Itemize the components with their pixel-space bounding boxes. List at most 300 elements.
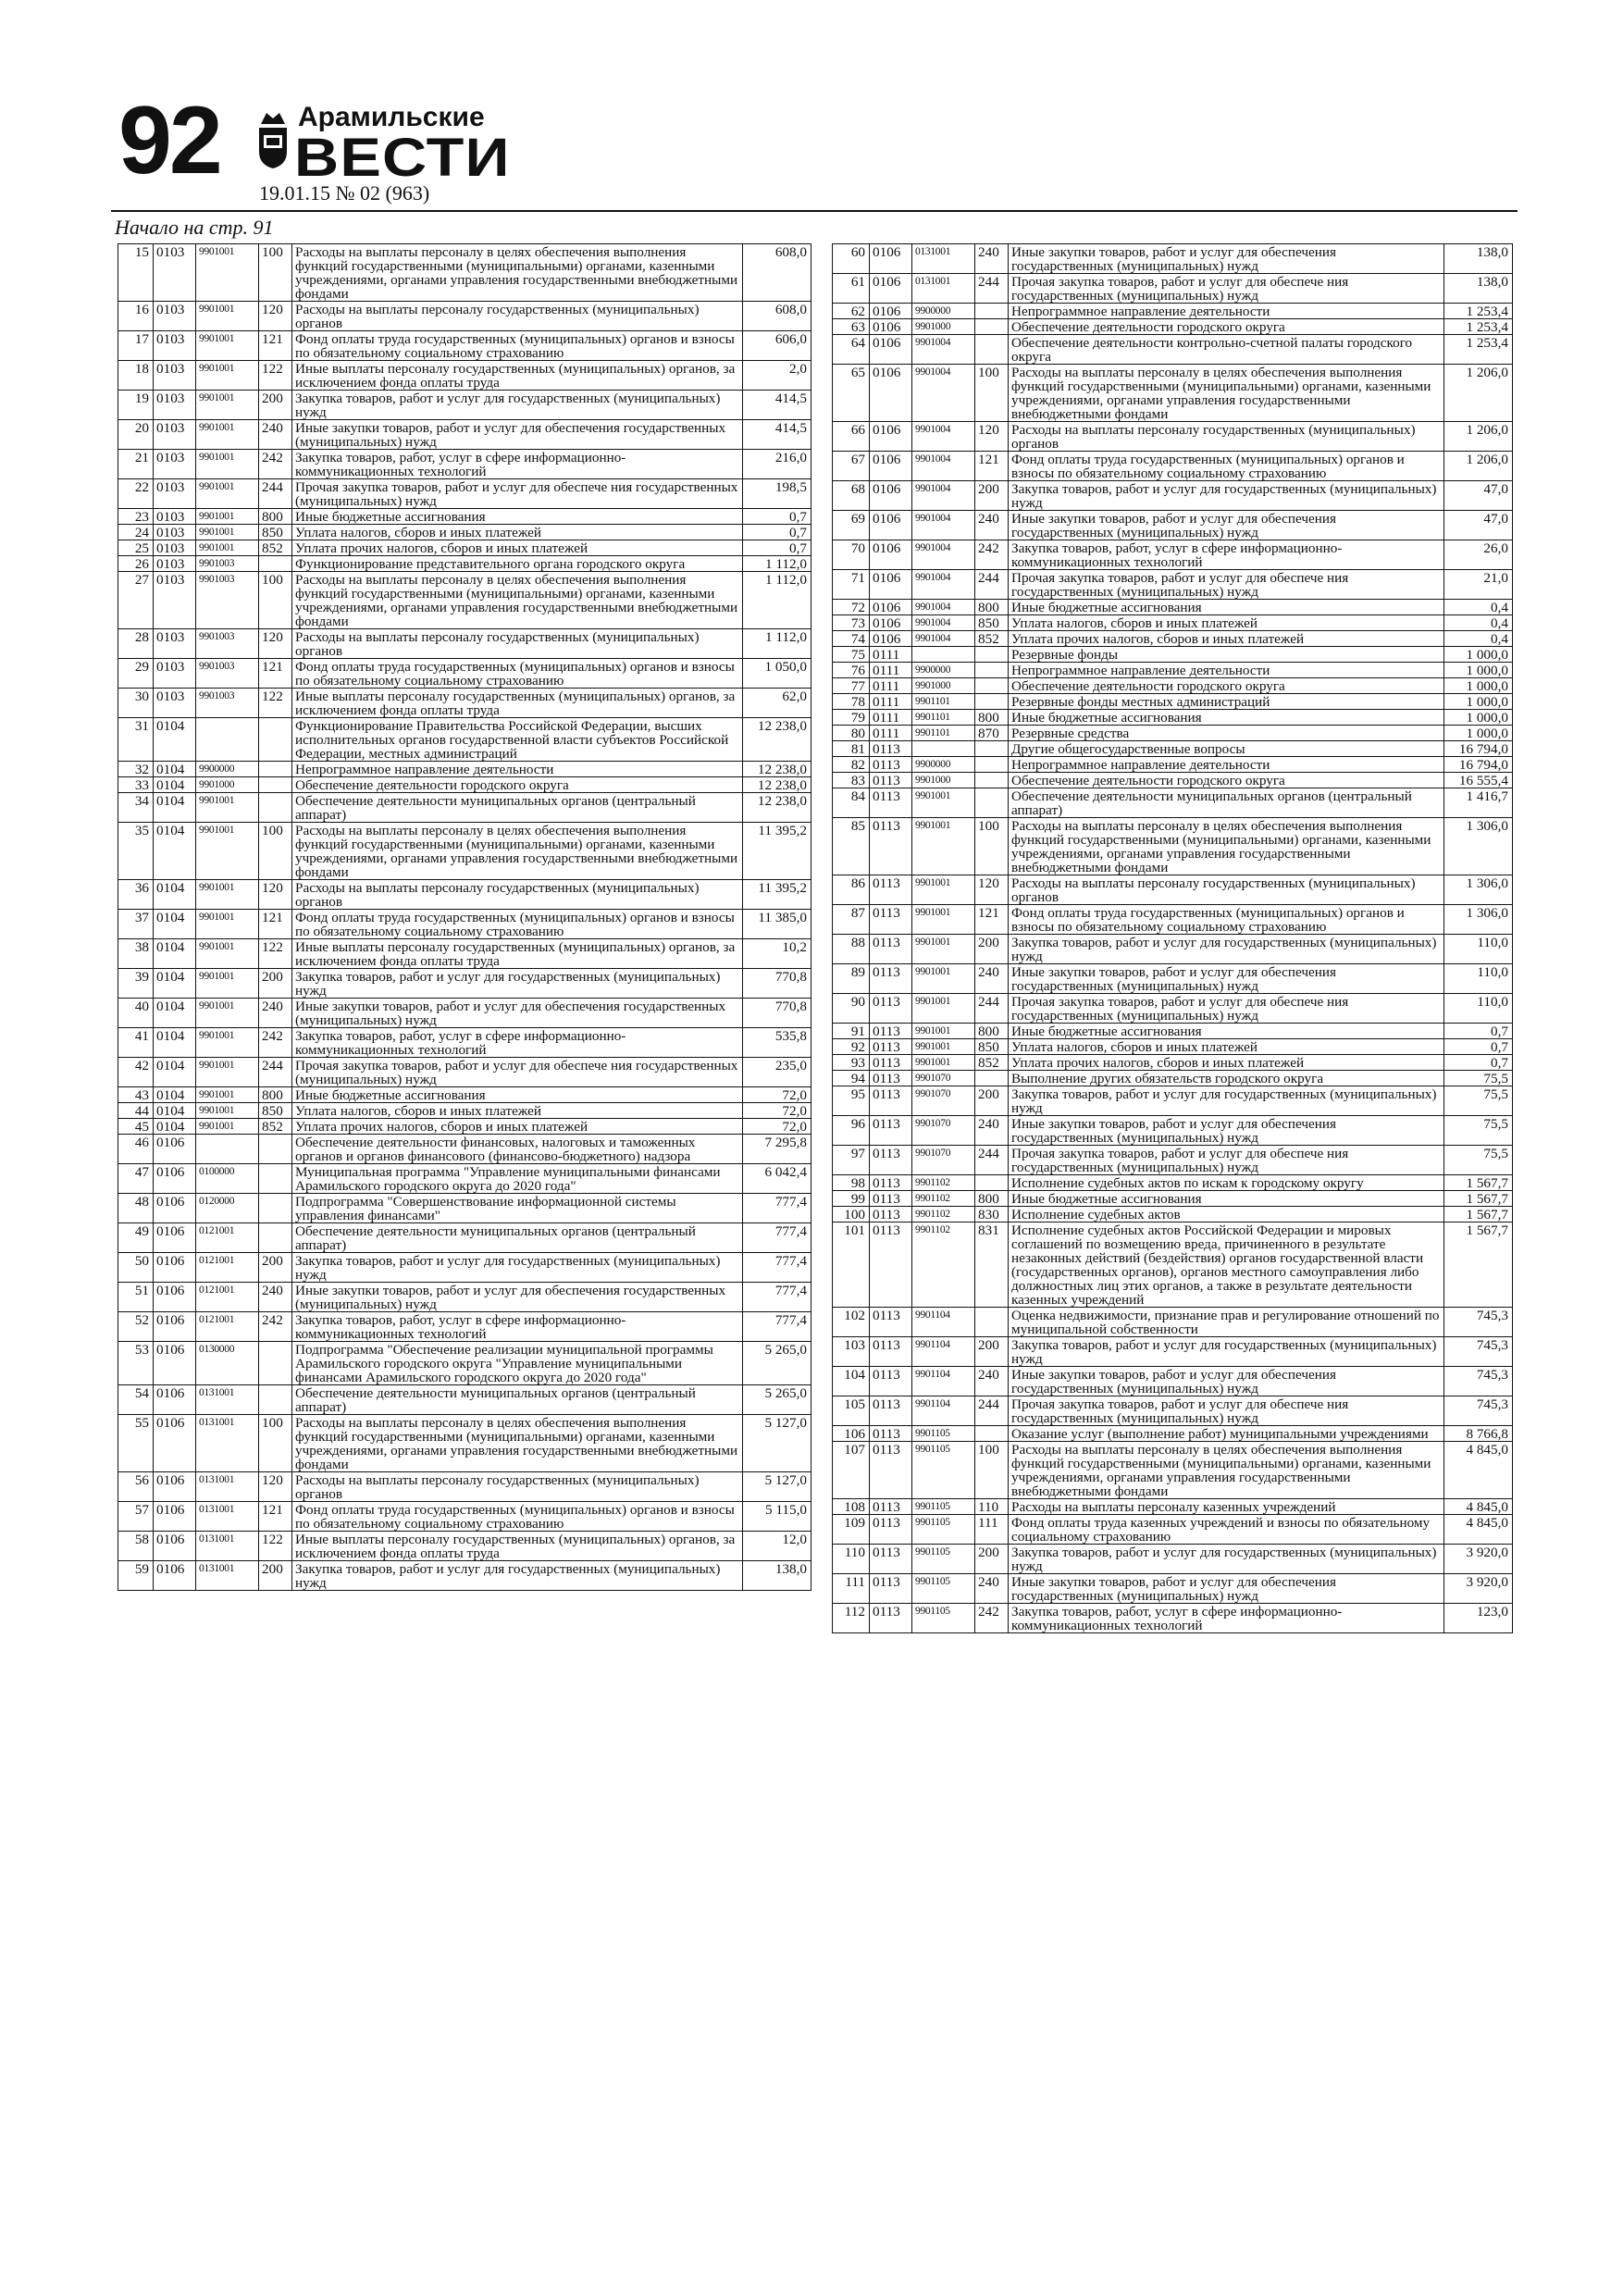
table-row <box>833 647 1513 663</box>
expense-type-code: 121 <box>259 1502 292 1532</box>
row-number: 16 <box>118 302 154 331</box>
section-code: 0106 <box>870 540 912 570</box>
target-article-code: 9901001 <box>196 244 259 302</box>
item-description: Закупка товаров, работ и услуг для государственных (муниципальных) нужд <box>1009 1086 1444 1116</box>
target-article-code: 9901004 <box>912 570 975 600</box>
section-code: 0113 <box>870 818 912 875</box>
amount-value: 47,0 <box>1444 481 1513 511</box>
expense-type-code: 120 <box>259 880 292 910</box>
row-number: 33 <box>118 777 154 793</box>
item-description: Прочая закупка товаров, работ и услуг для обеспече ния государственных (муниципальных) нужд <box>1009 994 1444 1024</box>
expense-type-code: 244 <box>975 274 1009 304</box>
section-code: 0104 <box>154 999 196 1028</box>
section-code: 0113 <box>870 1207 912 1222</box>
amount-value: 1 416,7 <box>1444 788 1513 818</box>
table-row <box>118 1103 812 1119</box>
table-row <box>118 420 812 450</box>
table-row <box>118 1119 812 1135</box>
item-description: Фонд оплаты труда государственных (муниципальных) органов и взносы по обязательному социальному страхованию <box>292 910 743 939</box>
amount-value: 1 050,0 <box>743 659 812 689</box>
target-article-code: 9901105 <box>912 1545 975 1574</box>
section-code: 0104 <box>154 939 196 969</box>
row-number: 66 <box>833 422 870 452</box>
expense-type-code: 850 <box>975 1039 1009 1055</box>
amount-value: 16 555,4 <box>1444 773 1513 788</box>
item-description: Закупка товаров, работ, услуг в сфере информационно-коммуникационных технологий <box>292 450 743 479</box>
item-description: Закупка товаров, работ, услуг в сфере информационно-коммуникационных технологий <box>1009 1604 1444 1633</box>
table-row <box>833 1426 1513 1442</box>
amount-value: 745,3 <box>1444 1367 1513 1396</box>
expense-type-code: 110 <box>975 1499 1009 1515</box>
table-row <box>833 1146 1513 1175</box>
expense-type-code: 100 <box>975 1442 1009 1499</box>
section-code: 0113 <box>870 935 912 964</box>
amount-value: 414,5 <box>743 391 812 420</box>
expense-type-code: 852 <box>259 1119 292 1135</box>
target-article-code: 9901004 <box>912 365 975 422</box>
amount-value: 777,4 <box>743 1253 812 1283</box>
table-row <box>833 1191 1513 1207</box>
amount-value: 1 206,0 <box>1444 422 1513 452</box>
row-number: 71 <box>833 570 870 600</box>
target-article-code: 9901004 <box>912 600 975 615</box>
item-description: Исполнение судебных актов <box>1009 1207 1444 1222</box>
target-article-code: 9901004 <box>912 631 975 647</box>
table-row <box>118 361 812 391</box>
item-description: Закупка товаров, работ и услуг для государственных (муниципальных) нужд <box>292 969 743 999</box>
amount-value: 0,7 <box>1444 1024 1513 1039</box>
row-number: 78 <box>833 694 870 710</box>
expense-type-code: 100 <box>975 365 1009 422</box>
amount-value: 26,0 <box>1444 540 1513 570</box>
expense-type-code: 852 <box>975 1055 1009 1071</box>
item-description: Прочая закупка товаров, работ и услуг для обеспече ния государственных (муниципальных) нужд <box>1009 1396 1444 1426</box>
table-row <box>833 1175 1513 1191</box>
row-number: 109 <box>833 1515 870 1545</box>
expense-type-code: 120 <box>259 629 292 659</box>
row-number: 32 <box>118 762 154 777</box>
table-row <box>118 1164 812 1194</box>
section-code: 0113 <box>870 1055 912 1071</box>
expense-type-code: 800 <box>975 1024 1009 1039</box>
expense-type-code: 200 <box>975 1086 1009 1116</box>
target-article-code: 9901001 <box>912 1055 975 1071</box>
target-article-code: 9901001 <box>196 823 259 880</box>
target-article-code: 9901004 <box>912 452 975 481</box>
table-row <box>833 1442 1513 1499</box>
row-number: 92 <box>833 1039 870 1055</box>
table-row <box>833 540 1513 570</box>
expense-type-code <box>975 678 1009 694</box>
amount-value: 110,0 <box>1444 964 1513 994</box>
section-code: 0113 <box>870 1499 912 1515</box>
expense-type-code <box>259 777 292 793</box>
amount-value: 12 238,0 <box>743 718 812 762</box>
table-row <box>833 710 1513 726</box>
table-row <box>118 244 812 302</box>
expense-type-code: 800 <box>975 710 1009 726</box>
section-code: 0106 <box>870 511 912 540</box>
amount-value: 608,0 <box>743 302 812 331</box>
target-article-code: 9901001 <box>196 1119 259 1135</box>
section-code: 0103 <box>154 525 196 540</box>
amount-value: 10,2 <box>743 939 812 969</box>
table-row <box>118 1058 812 1087</box>
target-article-code: 9901001 <box>912 1024 975 1039</box>
expense-type-code <box>975 1175 1009 1191</box>
expense-type-code: 850 <box>259 525 292 540</box>
target-article-code: 0121001 <box>196 1283 259 1312</box>
table-row <box>833 600 1513 615</box>
target-article-code: 9901004 <box>912 540 975 570</box>
row-number: 105 <box>833 1396 870 1426</box>
row-number: 58 <box>118 1532 154 1561</box>
row-number: 112 <box>833 1604 870 1633</box>
item-description: Иные закупки товаров, работ и услуг для обеспечения государственных (муниципальных) нужд <box>292 999 743 1028</box>
amount-value: 75,5 <box>1444 1116 1513 1146</box>
target-article-code: 9901001 <box>196 1058 259 1087</box>
expense-type-code <box>259 556 292 572</box>
row-number: 91 <box>833 1024 870 1039</box>
table-row <box>118 525 812 540</box>
item-description: Иные бюджетные ассигнования <box>1009 1024 1444 1039</box>
item-description: Расходы на выплаты персоналу в целях обеспечения выполнения функций государственными (муниципальными) органами, казенными учреждениями, органами управления государственными внебюджетными фондами <box>292 244 743 302</box>
section-code: 0113 <box>870 1191 912 1207</box>
item-description: Прочая закупка товаров, работ и услуг для обеспече ния государственных (муниципальных) нужд <box>1009 274 1444 304</box>
target-article-code: 9901001 <box>196 391 259 420</box>
item-description: Резервные фонды местных администраций <box>1009 694 1444 710</box>
amount-value: 2,0 <box>743 361 812 391</box>
target-article-code: 9901070 <box>912 1071 975 1086</box>
table-row <box>118 939 812 969</box>
issue-date-number: 19.01.15 № 02 (963) <box>259 181 430 205</box>
amount-value: 1 000,0 <box>1444 710 1513 726</box>
budget-table-right <box>832 243 1513 1633</box>
expense-type-code <box>259 762 292 777</box>
expense-type-code: 242 <box>975 540 1009 570</box>
item-description: Функционирование Правительства Российской Федерации, высших исполнительных органов государственной власти субъектов Российской Федерации, местных администраций <box>292 718 743 762</box>
section-code: 0113 <box>870 1442 912 1499</box>
amount-value: 1 112,0 <box>743 572 812 629</box>
row-number: 39 <box>118 969 154 999</box>
row-number: 101 <box>833 1222 870 1308</box>
section-code: 0106 <box>154 1194 196 1223</box>
item-description: Закупка товаров, работ и услуг для государственных (муниципальных) нужд <box>1009 1337 1444 1367</box>
row-number: 42 <box>118 1058 154 1087</box>
row-number: 69 <box>833 511 870 540</box>
target-article-code: 9901104 <box>912 1308 975 1337</box>
table-row <box>833 631 1513 647</box>
table-row <box>833 1116 1513 1146</box>
row-number: 26 <box>118 556 154 572</box>
target-article-code: 9901003 <box>196 689 259 718</box>
table-row <box>833 511 1513 540</box>
expense-type-code: 240 <box>975 1367 1009 1396</box>
item-description: Расходы на выплаты персоналу в целях обеспечения выполнения функций государственными (муниципальными) органами, казенными учреждениями, органами управления государственными внебюджетными фондами <box>1009 1442 1444 1499</box>
item-description: Муниципальная программа "Управление муниципальными финансами Арамильского городского округа до 2020 года" <box>292 1164 743 1194</box>
target-article-code: 0131001 <box>912 244 975 274</box>
row-number: 80 <box>833 726 870 741</box>
row-number: 29 <box>118 659 154 689</box>
section-code: 0113 <box>870 1071 912 1086</box>
amount-value: 4 845,0 <box>1444 1442 1513 1499</box>
target-article-code: 0131001 <box>196 1561 259 1591</box>
section-code: 0104 <box>154 1119 196 1135</box>
item-description: Расходы на выплаты персоналу в целях обеспечения выполнения функций государственными (муниципальными) органами, казенными учреждениями, органами управления государственными внебюджетными фондами <box>292 572 743 629</box>
row-number: 23 <box>118 509 154 525</box>
expense-type-code <box>975 335 1009 365</box>
table-row <box>118 969 812 999</box>
row-number: 72 <box>833 600 870 615</box>
target-article-code: 9901001 <box>196 509 259 525</box>
row-number: 93 <box>833 1055 870 1071</box>
section-code: 0113 <box>870 1515 912 1545</box>
amount-value: 535,8 <box>743 1028 812 1058</box>
section-code: 0113 <box>870 964 912 994</box>
table-row <box>833 1515 1513 1545</box>
target-article-code: 0131001 <box>196 1385 259 1415</box>
section-code: 0106 <box>154 1502 196 1532</box>
amount-value: 1 306,0 <box>1444 875 1513 905</box>
row-number: 57 <box>118 1502 154 1532</box>
row-number: 40 <box>118 999 154 1028</box>
row-number: 96 <box>833 1116 870 1146</box>
expense-type-code: 200 <box>259 1561 292 1591</box>
row-number: 48 <box>118 1194 154 1223</box>
table-row <box>833 1396 1513 1426</box>
section-code: 0106 <box>870 304 912 319</box>
section-code: 0103 <box>154 331 196 361</box>
expense-type-code <box>259 718 292 762</box>
expense-type-code: 244 <box>975 570 1009 600</box>
section-code: 0104 <box>154 969 196 999</box>
target-article-code: 9901070 <box>912 1086 975 1116</box>
target-article-code: 9900000 <box>912 757 975 773</box>
expense-type-code: 200 <box>259 969 292 999</box>
expense-type-code: 111 <box>975 1515 1009 1545</box>
section-code: 0103 <box>154 689 196 718</box>
expense-type-code: 240 <box>259 1283 292 1312</box>
section-code: 0106 <box>154 1283 196 1312</box>
target-article-code: 0121001 <box>196 1312 259 1342</box>
target-article-code: 9900000 <box>912 304 975 319</box>
row-number: 107 <box>833 1442 870 1499</box>
section-code: 0103 <box>154 509 196 525</box>
amount-value: 72,0 <box>743 1103 812 1119</box>
section-code: 0103 <box>154 420 196 450</box>
row-number: 46 <box>118 1135 154 1164</box>
table-row <box>118 880 812 910</box>
section-code: 0111 <box>870 663 912 678</box>
item-description: Уплата налогов, сборов и иных платежей <box>1009 1039 1444 1055</box>
table-row <box>118 1472 812 1502</box>
target-article-code: 9901070 <box>912 1146 975 1175</box>
section-code: 0106 <box>870 422 912 452</box>
amount-value: 216,0 <box>743 450 812 479</box>
row-number: 43 <box>118 1087 154 1103</box>
amount-value: 1 112,0 <box>743 556 812 572</box>
target-article-code: 9901101 <box>912 694 975 710</box>
table-row <box>118 1415 812 1472</box>
section-code: 0113 <box>870 757 912 773</box>
row-number: 67 <box>833 452 870 481</box>
target-article-code: 9900000 <box>912 663 975 678</box>
expense-type-code <box>975 788 1009 818</box>
target-article-code: 9901003 <box>196 629 259 659</box>
table-row <box>833 757 1513 773</box>
item-description: Обеспечение деятельности городского округа <box>292 777 743 793</box>
table-row <box>118 823 812 880</box>
target-article-code: 9901003 <box>196 659 259 689</box>
target-article-code <box>912 647 975 663</box>
target-article-code: 9901001 <box>196 910 259 939</box>
row-number: 98 <box>833 1175 870 1191</box>
section-code: 0106 <box>870 481 912 511</box>
amount-value: 1 253,4 <box>1444 335 1513 365</box>
item-description: Прочая закупка товаров, работ и услуг для обеспече ния государственных (муниципальных) нужд <box>292 1058 743 1087</box>
table-row <box>833 663 1513 678</box>
table-row <box>833 335 1513 365</box>
expense-type-code: 240 <box>259 420 292 450</box>
item-description: Уплата прочих налогов, сборов и иных платежей <box>1009 631 1444 647</box>
expense-type-code: 121 <box>259 910 292 939</box>
row-number: 20 <box>118 420 154 450</box>
row-number: 18 <box>118 361 154 391</box>
amount-value: 47,0 <box>1444 511 1513 540</box>
expense-type-code: 800 <box>975 1191 1009 1207</box>
table-row <box>118 793 812 823</box>
section-code: 0106 <box>870 452 912 481</box>
target-article-code: 0121001 <box>196 1253 259 1283</box>
expense-type-code: 831 <box>975 1222 1009 1308</box>
row-number: 79 <box>833 710 870 726</box>
expense-type-code: 122 <box>259 939 292 969</box>
section-code: 0104 <box>154 777 196 793</box>
item-description: Расходы на выплаты персоналу в целях обеспечения выполнения функций государственными (муниципальными) органами, казенными учреждениями, органами управления государственными внебюджетными фондами <box>1009 365 1444 422</box>
section-code: 0111 <box>870 694 912 710</box>
amount-value: 5 265,0 <box>743 1385 812 1415</box>
row-number: 108 <box>833 1499 870 1515</box>
row-number: 110 <box>833 1545 870 1574</box>
expense-type-code: 800 <box>259 509 292 525</box>
amount-value: 75,5 <box>1444 1086 1513 1116</box>
expense-type-code: 121 <box>259 331 292 361</box>
target-article-code: 9901105 <box>912 1426 975 1442</box>
table-row <box>118 556 812 572</box>
expense-type-code <box>259 1342 292 1385</box>
table-row <box>833 1207 1513 1222</box>
amount-value: 110,0 <box>1444 935 1513 964</box>
target-article-code: 9901001 <box>196 880 259 910</box>
section-code: 0113 <box>870 1545 912 1574</box>
section-code: 0113 <box>870 1604 912 1633</box>
item-description: Закупка товаров, работ, услуг в сфере информационно-коммуникационных технологий <box>1009 540 1444 570</box>
item-description: Исполнение судебных актов по искам к городскому округу <box>1009 1175 1444 1191</box>
item-description: Иные бюджетные ассигнования <box>1009 600 1444 615</box>
item-description: Обеспечение деятельности муниципальных органов (центральный аппарат) <box>292 793 743 823</box>
table-row <box>833 773 1513 788</box>
section-code: 0113 <box>870 1367 912 1396</box>
target-article-code: 9901101 <box>912 726 975 741</box>
table-row <box>118 1561 812 1591</box>
amount-value: 0,7 <box>743 540 812 556</box>
table-row <box>833 1499 1513 1515</box>
row-number: 103 <box>833 1337 870 1367</box>
table-row <box>118 331 812 361</box>
expense-type-code: 100 <box>975 818 1009 875</box>
row-number: 99 <box>833 1191 870 1207</box>
amount-value: 1 306,0 <box>1444 905 1513 935</box>
target-article-code: 9900000 <box>196 762 259 777</box>
amount-value: 0,4 <box>1444 600 1513 615</box>
target-article-code: 9901105 <box>912 1574 975 1604</box>
table-row <box>118 450 812 479</box>
amount-value: 1 112,0 <box>743 629 812 659</box>
target-article-code: 9901001 <box>196 1103 259 1119</box>
section-code: 0103 <box>154 450 196 479</box>
amount-value: 12 238,0 <box>743 762 812 777</box>
section-code: 0106 <box>870 335 912 365</box>
item-description: Иные бюджетные ассигнования <box>292 1087 743 1103</box>
expense-type-code: 240 <box>975 964 1009 994</box>
section-code: 0106 <box>154 1312 196 1342</box>
item-description: Уплата налогов, сборов и иных платежей <box>292 525 743 540</box>
item-description: Закупка товаров, работ и услуг для государственных (муниципальных) нужд <box>292 391 743 420</box>
item-description: Фонд оплаты труда государственных (муниципальных) органов и взносы по обязательному социальному страхованию <box>292 331 743 361</box>
table-row <box>118 479 812 509</box>
expense-type-code: 244 <box>975 994 1009 1024</box>
amount-value: 8 766,8 <box>1444 1426 1513 1442</box>
item-description: Фонд оплаты труда государственных (муниципальных) органов и взносы по обязательному социальному страхованию <box>292 659 743 689</box>
row-number: 56 <box>118 1472 154 1502</box>
expense-type-code: 120 <box>259 1472 292 1502</box>
table-row <box>833 1055 1513 1071</box>
amount-value: 1 567,7 <box>1444 1191 1513 1207</box>
expense-type-code: 200 <box>259 391 292 420</box>
expense-type-code <box>975 757 1009 773</box>
table-row <box>833 422 1513 452</box>
target-article-code: 9901001 <box>196 420 259 450</box>
item-description: Иные закупки товаров, работ и услуг для обеспечения государственных (муниципальных) нужд <box>1009 1116 1444 1146</box>
expense-type-code: 850 <box>975 615 1009 631</box>
table-row <box>833 244 1513 274</box>
target-article-code: 9901101 <box>912 710 975 726</box>
expense-type-code: 122 <box>259 361 292 391</box>
expense-type-code: 242 <box>259 450 292 479</box>
amount-value: 110,0 <box>1444 994 1513 1024</box>
amount-value: 1 567,7 <box>1444 1222 1513 1308</box>
expense-type-code <box>975 304 1009 319</box>
expense-type-code: 122 <box>259 689 292 718</box>
table-row <box>833 994 1513 1024</box>
amount-value: 745,3 <box>1444 1337 1513 1367</box>
row-number: 104 <box>833 1367 870 1396</box>
row-number: 25 <box>118 540 154 556</box>
table-row <box>833 678 1513 694</box>
expense-type-code <box>259 1223 292 1253</box>
expense-type-code <box>975 1071 1009 1086</box>
row-number: 90 <box>833 994 870 1024</box>
amount-value: 138,0 <box>743 1561 812 1591</box>
target-article-code: 9901001 <box>196 969 259 999</box>
table-row <box>118 1135 812 1164</box>
section-code: 0113 <box>870 1146 912 1175</box>
target-article-code: 9901000 <box>912 319 975 335</box>
table-row <box>118 1087 812 1103</box>
expense-type-code: 240 <box>975 511 1009 540</box>
target-article-code: 9901104 <box>912 1337 975 1367</box>
item-description: Фонд оплаты труда государственных (муниципальных) органов и взносы по обязательному социальному страхованию <box>1009 905 1444 935</box>
